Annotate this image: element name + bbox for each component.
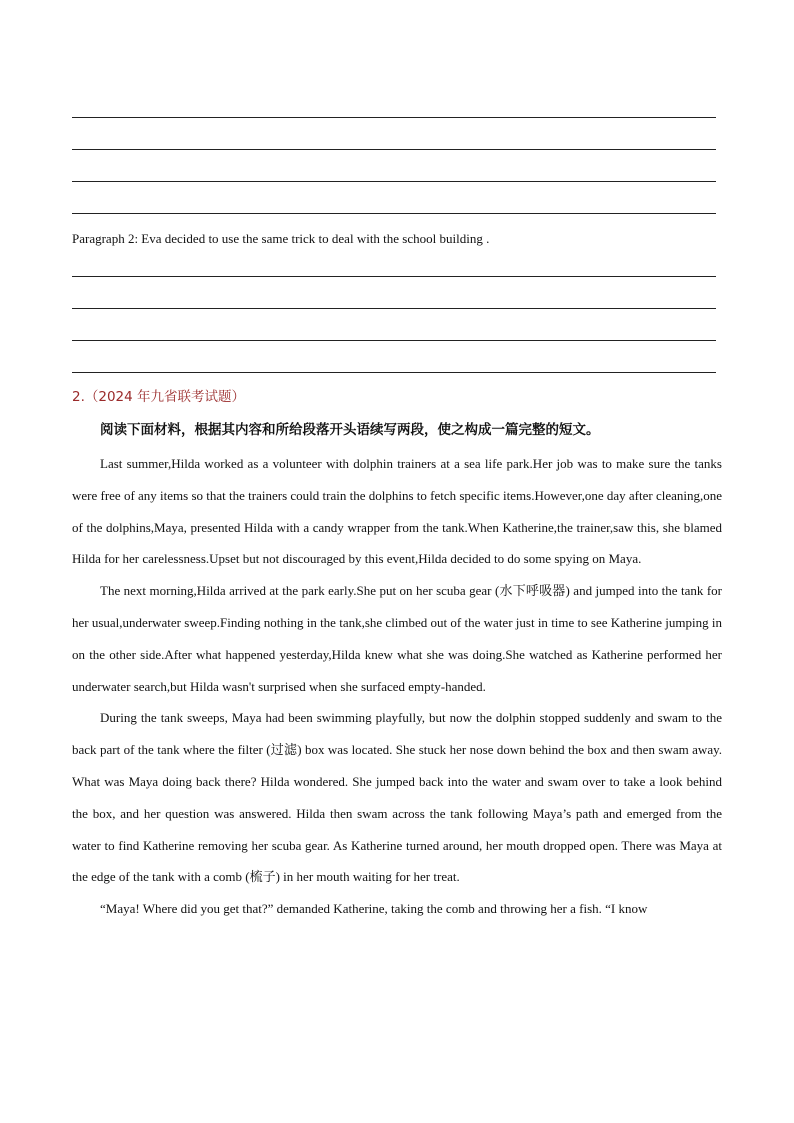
writing-line[interactable] bbox=[72, 276, 716, 277]
writing-line[interactable] bbox=[72, 340, 716, 341]
writing-line[interactable] bbox=[72, 213, 716, 214]
writing-line[interactable] bbox=[72, 181, 716, 182]
writing-line[interactable] bbox=[72, 117, 716, 118]
instruction-text: 阅读下面材料，根据其内容和所给段落开头语续写两段，使之构成一篇完整的短文。 bbox=[100, 422, 600, 438]
passage-paragraph: Last summer,Hilda worked as a volunteer with dolphin trainers at a sea life park.Her job was to make sure the tanks were free of any items so that the trainers could train the dolphins to fetch specific items.However,one day after cleaning,one of the dolphins,Maya, presented Hilda with a candy wrapper from the tank.When Katherine,the trainer,saw this, she blamed Hilda for her carelessness.Upset but not discouraged by this event,Hilda decided to do some spying on Maya. bbox=[72, 456, 722, 567]
paragraph-2-prompt: Paragraph 2: Eva decided to use the same trick to deal with the school building . bbox=[72, 231, 490, 246]
passage-paragraph: During the tank sweeps, Maya had been swimming playfully, but now the dolphin stopped suddenly and swam to the back part of the tank where the filter (过滤) box was located. She stuck her nose down behind the box and then swam away. What was Maya doing back there? Hilda wondered. She jumped back into the water and swam over to take a look behind the box, and her question was answered. Hilda then swam across the tank following Maya’s path and emerged from the water to find Katherine removing her scuba gear. As Katherine turned around, her mouth dropped open. There was Maya at the edge of the tank with a comb (梳子) in her mouth waiting for her treat. bbox=[72, 710, 722, 885]
reading-passage bbox=[72, 448, 722, 925]
passage-paragraph: “Maya! Where did you get that?” demanded Katherine, taking the comb and throwing her a fish. “I know bbox=[100, 901, 648, 917]
passage-paragraph: The next morning,Hilda arrived at the park early.She put on her scuba gear (水下呼吸器) and jumped into the tank for her usual,underwater sweep.Finding nothing in the tank,she climbed out of the water just in time to see Katherine jumping in on the other side.After what happened yesterday,Hilda knew what she was doing.She watched as Katherine performed her underwater search,but Hilda wasn't surprised when she surfaced empty-handed. bbox=[72, 583, 722, 694]
writing-line[interactable] bbox=[72, 308, 716, 309]
question-header: 2.（2024 年九省联考试题） bbox=[72, 389, 246, 405]
writing-line[interactable] bbox=[72, 149, 716, 150]
writing-line[interactable] bbox=[72, 372, 716, 373]
